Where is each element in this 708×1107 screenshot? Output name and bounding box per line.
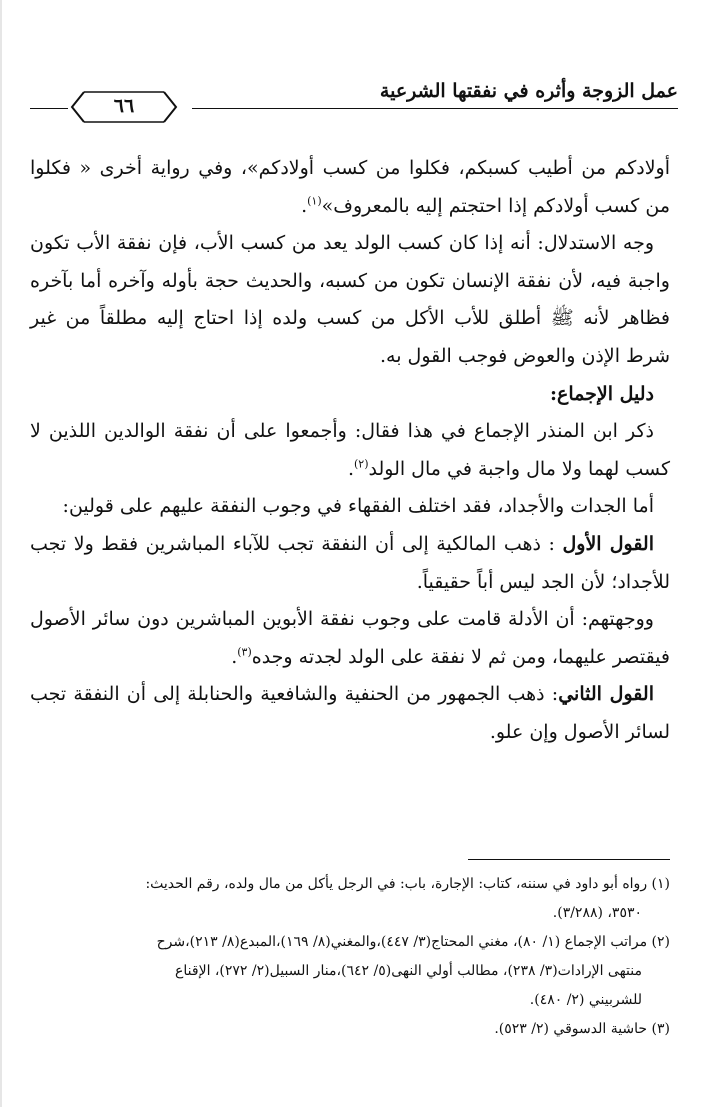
header-rule-left <box>30 108 68 109</box>
paragraph-text: ذكر ابن المنذر الإجماع في هذا فقال: وأجمعوا على أن نفقة الوالدين اللذين لا كسب لهما ولا مال واجبة في مال الولد <box>30 420 670 480</box>
paragraph: وجه الاستدلال: أنه إذا كان كسب الولد يعد من كسب الأب، فإن نفقة الأب تكون واجبة فيه، لأن نفقة الإنسان تكون من كسبه، والحديث حجة بأوله وآخره أما بآخره فظاهر لأنه ﷺ أطلق للأب الأكل من كسب ولده إذا احتاج إليه مطلقاً من غير شرط الإذن والعوض فوجب القول به. <box>30 232 670 367</box>
paragraph-text: ووجهتهم: أن الأدلة قامت على وجوب نفقة الأبوين المباشرين دون سائر الأصول فيقتصر عليهما، ومن ثم لا نفقة على الولد لجدته وجده <box>30 608 670 668</box>
footnote-continuation: منتهى الإرادات(٣/ ٢٣٨)، مطالب أولي النهى(٥/ ٦٤٢)،منار السبيل(٢/ ٢٧٢)، الإقناع <box>175 963 642 979</box>
page-number-frame <box>70 90 178 124</box>
paragraph <box>30 526 670 601</box>
footnote-ref: (١) <box>307 194 322 208</box>
paragraph-text: : ذهب المالكية إلى أن النفقة تجب للآباء المباشرين فقط ولا تجب للأجداد؛ لأن الجد ليس أباً حقيقياً. <box>30 532 670 593</box>
page-header <box>30 78 678 126</box>
footnote-ref: (٢) <box>353 457 369 471</box>
footnote: (٢) مراتب الإجماع (١/ ٨٠)، مغني المحتاج(٣/ ٤٤٧)،والمغني(٨/ ١٦٩)،المبدع(٨/ ٢١٣)،شرح <box>156 934 670 950</box>
footnote-continuation: ٣٥٣٠، (٣/٢٨٨). <box>552 905 642 921</box>
footnote: (١) رواه أبو داود في سننه، كتاب: الإجارة، باب: في الرجل يأكل من مال ولده، رقم الحديث: <box>145 876 670 892</box>
page-edge <box>0 0 2 1107</box>
paragraph: ووجهتهم: أن الأدلة قامت على وجوب نفقة الأبوين المباشرين دون سائر الأصول فيقتصر عليهما، ومن ثم لا نفقة على الولد لجدته وجده$^{(٣)}$. <box>30 608 670 668</box>
footnote-continuation: للشربيني (٢/ ٤٨٠). <box>529 992 642 1008</box>
paragraph-text: : ذهب الجمهور من الحنفية والشافعية والحنابلة إلى أن النفقة تجب لسائر الأصول وإن علو. <box>30 683 670 743</box>
paragraph: أما الجدات والأجداد، فقد اختلف الفقهاء في وجوب النفقة عليهم على قولين: <box>62 495 654 518</box>
section-heading: دليل الإجماع: <box>550 382 654 405</box>
main-text <box>30 150 670 752</box>
paragraph-text: أولادكم من أطيب كسبكم، فكلوا من كسب أولادكم»، وفي رواية أخرى « فكلوا من كسب أولادكم إذا احتجتم إليه بالمعروف» <box>30 157 670 217</box>
footnote-ref: (٣) <box>237 645 252 659</box>
paragraph: ذكر ابن المنذر الإجماع في هذا فقال: وأجمعوا على أن نفقة الوالدين اللذين لا كسب لهما ولا مال واجبة في مال الولد$^{(٢)}$. <box>30 420 670 480</box>
opinion-label: القول الثاني <box>558 683 654 706</box>
footnotes <box>30 870 670 1044</box>
paragraph <box>30 676 670 751</box>
footnote-separator <box>468 859 670 860</box>
paragraph: أولادكم من أطيب كسبكم، فكلوا من كسب أولادكم»، وفي رواية أخرى « فكلوا من كسب أولادكم إذا احتجتم إليه بالمعروف»$^{(١)}$. <box>30 157 670 217</box>
opinion-label: القول الأول <box>562 532 654 555</box>
footnote: (٣) حاشية الدسوقي (٢/ ٥٢٣). <box>494 1021 670 1037</box>
page-number: ٦٦ <box>113 95 135 117</box>
running-title: عمل الزوجة وأثره في نفقتها الشرعية <box>379 80 678 102</box>
header-rule <box>192 108 678 109</box>
